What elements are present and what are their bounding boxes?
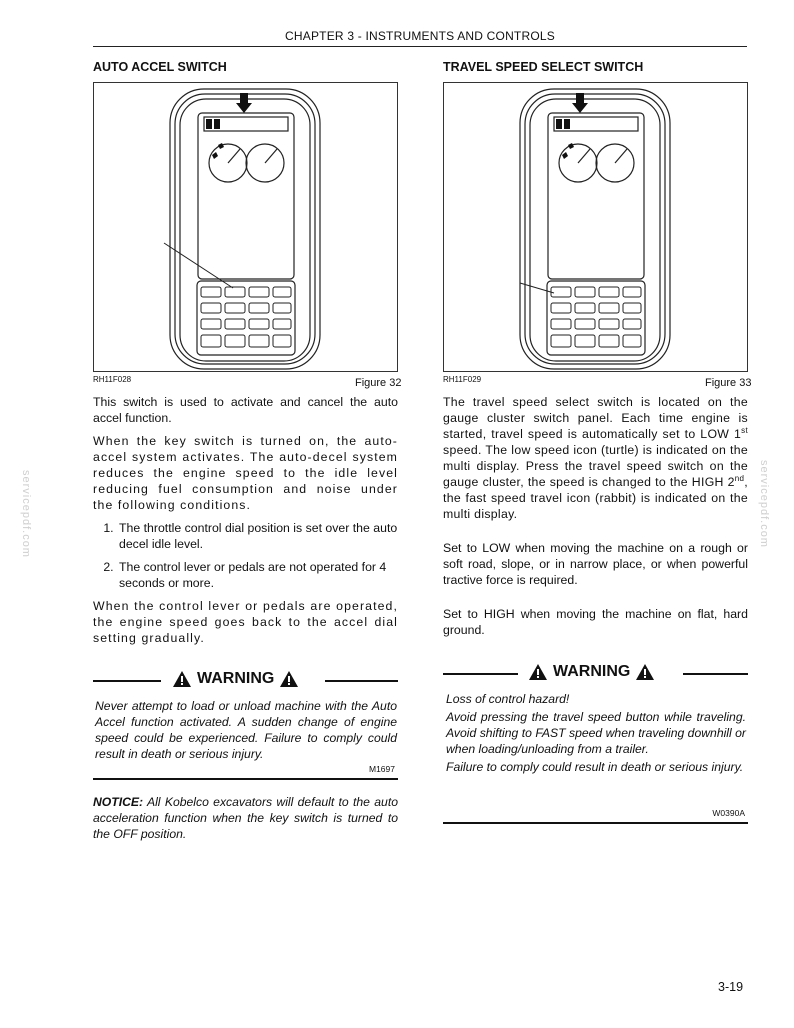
header-rule (93, 46, 747, 47)
warning-label: WARNING (553, 663, 631, 680)
warning-triangle-icon (280, 671, 298, 687)
right-warning-code: W0390A (712, 808, 745, 818)
left-warning-header (93, 670, 398, 692)
right-warning-text (446, 691, 746, 777)
list-item: 2. The control lever or pedals are not operated for 4 seconds or more. (117, 559, 398, 591)
right-body (443, 394, 748, 645)
figure-32-caption: Figure 32 (355, 377, 402, 389)
notice-label: NOTICE: (93, 795, 144, 809)
notice-text: All Kobelco excavators will default to the auto acceleration function when the key switch is turned to the OFF position. (93, 795, 398, 841)
warning-triangle-icon (173, 671, 191, 687)
notice-block (93, 794, 398, 842)
warning-rule-left (443, 673, 518, 675)
gauge-cluster-illustration (94, 83, 397, 371)
warning-rule-right (325, 680, 398, 682)
warning-triangle-icon (529, 664, 547, 680)
warning-rule-right (683, 673, 748, 675)
figure-32-id: RH11F028 (93, 375, 132, 384)
page-number: 3-19 (718, 980, 744, 994)
gauge-cluster-illustration (444, 83, 747, 371)
travel-speed-description: The travel speed select switch is located on the gauge cluster switch panel. Each time engine is started, travel speed is automatically set to LOW 1st speed. The low speed icon (turtle) is indicated on the multi display. Press the travel speed switch on the gauge cluster, the speed is changed to the HIGH 2nd, the fast speed travel icon (rabbit) is indicated on the multi display. (443, 395, 748, 521)
auto-accel-intro: This switch is used to activate and cancel the auto accel function. (93, 395, 398, 425)
figure-33-panel (443, 82, 748, 372)
warning-label: WARNING (197, 670, 275, 687)
figure-33-id: RH11F029 (443, 375, 482, 384)
chapter-header: CHAPTER 3 - INSTRUMENTS AND CONTROLS (285, 29, 555, 43)
warning-line: Loss of control hazard! (446, 692, 570, 706)
travel-speed-high: Set to HIGH when moving the machine on flat, hard ground. (443, 607, 748, 637)
auto-accel-return: When the control lever or pedals are operated, the engine speed goes back to the accel dial setting gradually. (93, 599, 398, 645)
figure-33-caption: Figure 33 (705, 377, 752, 389)
right-warning-header (443, 663, 748, 685)
left-warning-code: M1697 (369, 764, 395, 774)
left-warning-bottom-rule (93, 778, 398, 780)
watermark-right: servicepdf.com (758, 460, 770, 548)
travel-speed-title: TRAVEL SPEED SELECT SWITCH (443, 60, 644, 74)
auto-accel-description: When the key switch is turned on, the auto-accel system activates. The auto-decel system reduces the engine speed to the idle level reducing fuel consumption and noise under the following conditions. (93, 434, 398, 512)
warning-rule-left (93, 680, 161, 682)
watermark-left: servicepdf.com (20, 470, 32, 558)
right-warning-bottom-rule (443, 822, 748, 824)
auto-accel-title: AUTO ACCEL SWITCH (93, 60, 227, 74)
travel-speed-low: Set to LOW when moving the machine on a rough or soft road, slope, or in narrow place, or when powerful tractive force is required. (443, 541, 748, 587)
left-warning-text: Never attempt to load or unload machine with the Auto Accel function activated. A sudden change of engine speed could be experienced. Failure to comply could result in death or serious injury. (95, 699, 397, 761)
list-item: 1. The throttle control dial position is set over the auto decel idle level. (117, 520, 398, 552)
warning-line: Failure to comply could result in death or serious injury. (446, 760, 744, 774)
left-body (93, 394, 398, 653)
condition-list (93, 520, 398, 591)
warning-triangle-icon (636, 664, 654, 680)
warning-line: Avoid pressing the travel speed button while traveling. Avoid shifting to FAST speed when traveling downhill or when loading/unloading from a trailer. (446, 710, 746, 756)
figure-32-panel (93, 82, 398, 372)
